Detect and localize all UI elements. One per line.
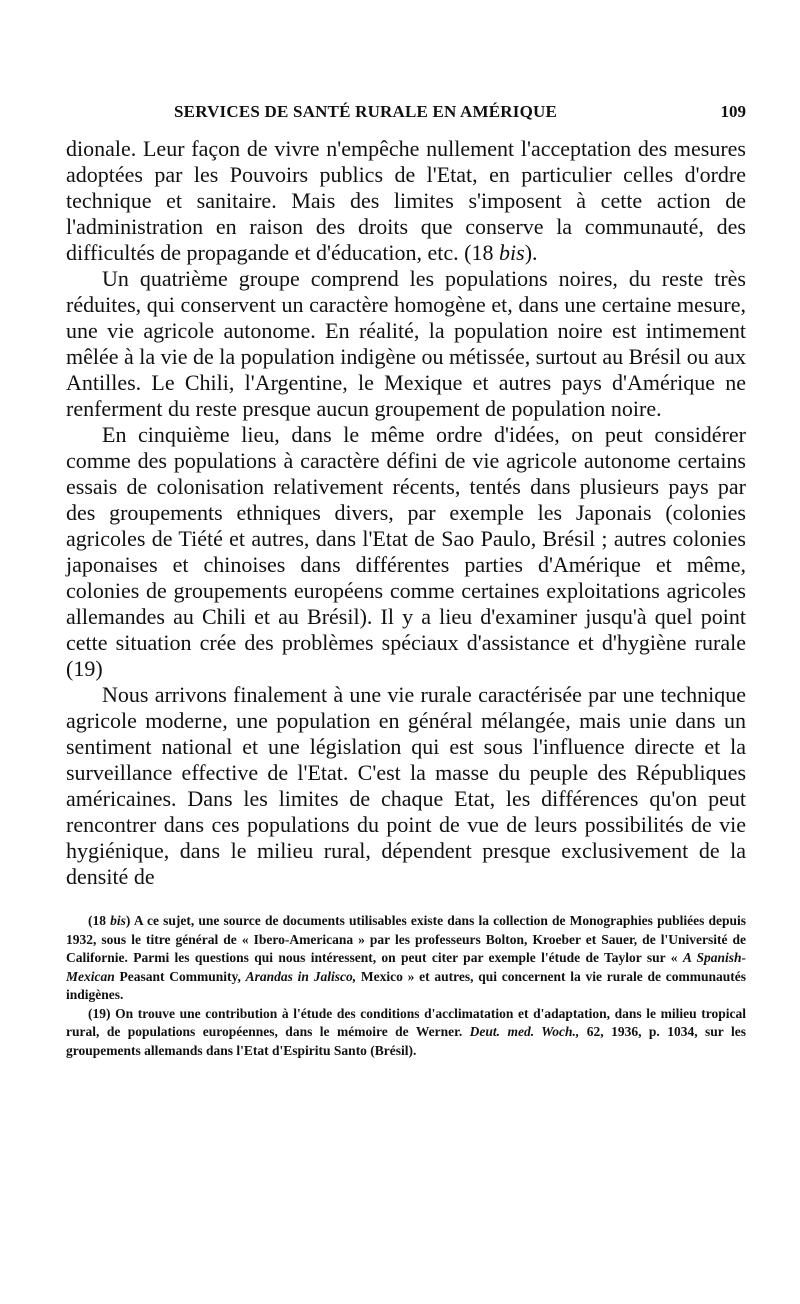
page-number: 109 xyxy=(720,102,746,121)
running-title: SERVICES DE SANTÉ RURALE EN AMÉRIQUE xyxy=(174,102,558,121)
paragraph-1 xyxy=(66,136,746,266)
footnotes xyxy=(66,912,746,1060)
body-text xyxy=(66,136,746,890)
footnote-19 xyxy=(66,1005,746,1061)
footnote-18-marker: (18 xyxy=(88,913,111,928)
footnote-18-text-a: ) A ce sujet, une source de documents utilisables existe dans la collection de Monographies publiées depuis 1932, sous le titre général de « Ibero-Americana » par les professeurs Bolton, Kroeber et Sauer, de l'Université de Californie. Parmi les questions qui nous intéressent, on peut citer par exemple l'étude de Taylor sur « xyxy=(66,913,746,965)
paragraph-1-text: dionale. Leur façon de vivre n'empêche nullement l'acceptation des mesures adoptées par les Pouvoirs publics de l'Etat, en particulier celles d'ordre technique et sanitaire. Mais des limites s'imposent à cette action de l'administration en raison des droits que conserve la communauté, des difficultés de propagande et d'éducation, etc. (18 xyxy=(66,136,746,265)
footnote-18-bis: bis xyxy=(110,913,126,928)
footnote-19-text-b: 62, 1936, p. 1034, sur les groupements allemands dans l'Etat d'Espiritu Santo (Brésil). xyxy=(66,1024,747,1058)
bis-marker: bis xyxy=(499,240,525,265)
running-head xyxy=(66,96,746,126)
footnote-18-place: Arandas in Jalisco, xyxy=(245,968,357,984)
footnote-18-title: A Spanish-Mexican xyxy=(66,950,746,984)
paragraph-2: Un quatrième groupe comprend les populations noires, du reste très réduites, qui conservent un caractère homogène et, dans une certaine mesure, une vie agricole autonome. En réalité, la population noire est intimement mêlée à la vie de la population indigène ou métissée, surtout au Brésil ou aux Antilles. Le Chili, l'Argentine, le Mexique et autres pays d'Amérique ne renferment du reste presque aucun groupement de population noire. xyxy=(66,266,746,421)
paragraph-3: En cinquième lieu, dans le même ordre d'idées, on peut considérer comme des populations à caractère défini de vie agricole autonome certains essais de colonisation relativement récents, tentés dans plusieurs pays par des groupements ethniques divers, par exemple les Japonais (colonies agricoles de Tiété et autres, dans l'Etat de Sao Paulo, Brésil ; autres colonies japonaises et chinoises dans différentes parties d'Amérique et même, colonies de groupements européens comme certaines exploitations agricoles allemandes au Chili et au Brésil). Il y a lieu d'examiner jusqu'à quel point cette situation crée des problèmes spéciaux d'assistance et d'hygiène rurale (19) xyxy=(66,422,746,681)
footnote-19-text-a: (19) On trouve une contribution à l'étude des conditions d'acclimatation et d'adaptation, dans le milieu tropical rural, de populations européennes, dans le mémoire de Werner. xyxy=(66,1005,746,1039)
footnote-19-journal: Deut. med. Woch., xyxy=(469,1024,580,1039)
paragraph-4: Nous arrivons finalement à une vie rurale caractérisée par une technique agricole moderne, une population en général mélangée, mais unie dans un sentiment national et une législation qui est sous l'influence directe et la surveillance effective de l'Etat. C'est la masse du peuple des Républiques américaines. Dans les limites de chaque Etat, les différences qu'on peut rencontrer dans ces populations du point de vue de leurs possibilités de vie hygiénique, dans le milieu rural, dépendent presque exclusivement de la densité de xyxy=(66,682,746,889)
footnote-18-text-b: Peasant Community, xyxy=(114,968,246,984)
footnote-18-text-c: Mexico » et autres, qui concernent la vie rurale de communautés indigènes. xyxy=(66,968,746,1002)
footnote-18 xyxy=(66,912,746,1005)
document-page xyxy=(66,96,746,1060)
paragraph-1-end: ). xyxy=(524,240,538,265)
